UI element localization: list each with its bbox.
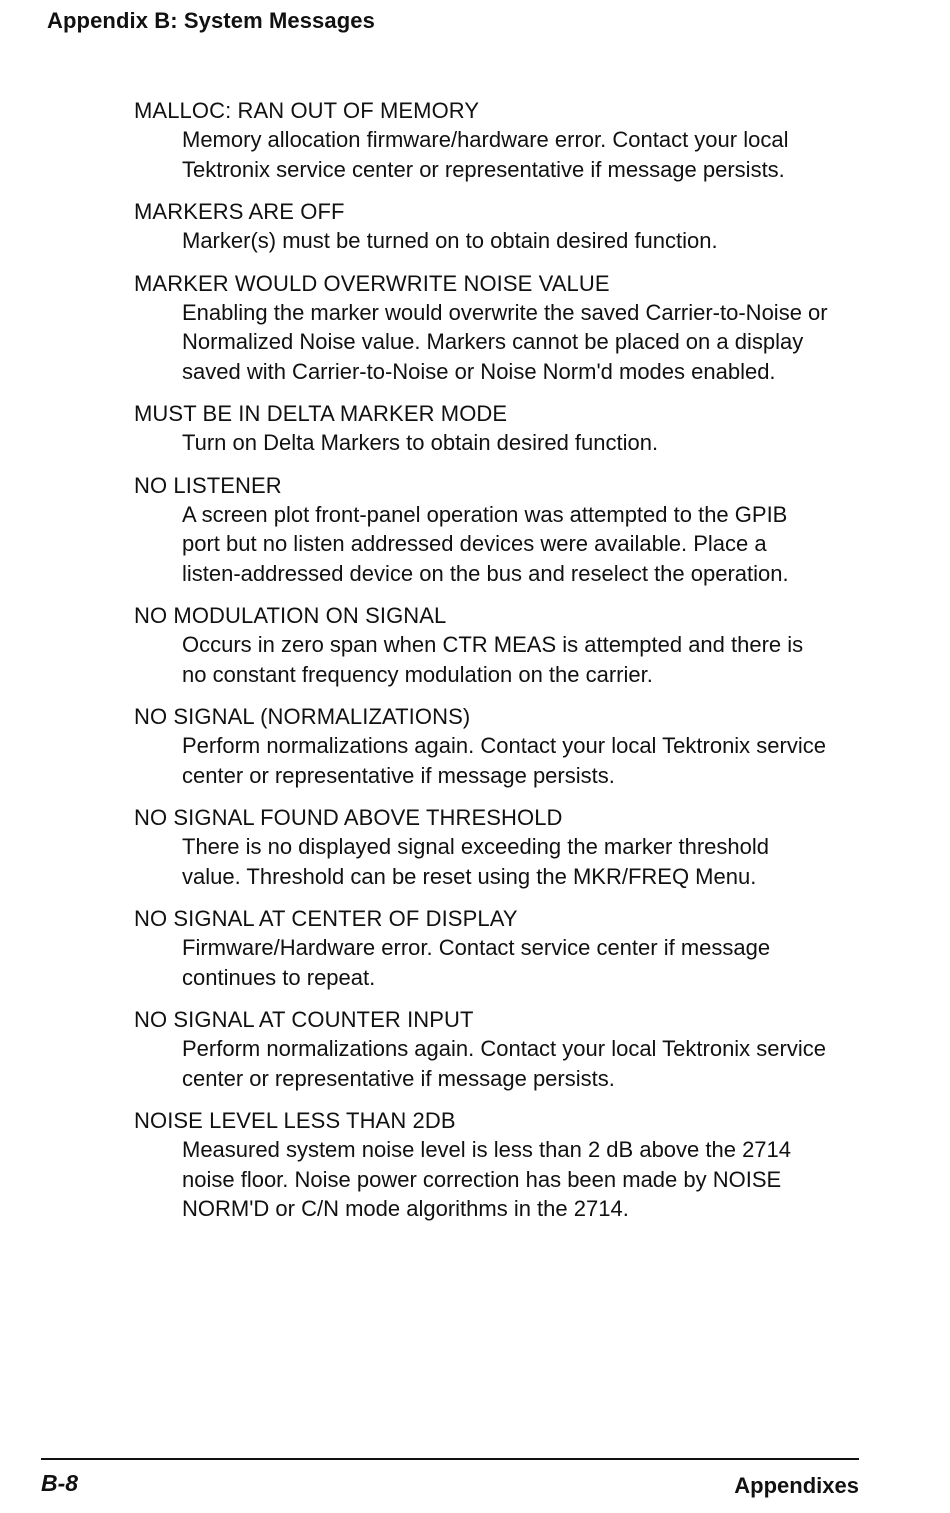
message-entry (134, 702, 874, 790)
message-description (182, 832, 874, 891)
message-entry (134, 803, 874, 891)
message-code: NO SIGNAL AT CENTER OF DISPLAY (134, 906, 518, 931)
message-entry (134, 1005, 874, 1093)
description-line: Firmware/Hardware error. Contact service center if message (182, 935, 771, 960)
message-description (182, 1135, 874, 1224)
description-line: continues to repeat. (182, 964, 376, 990)
description-line: value. Threshold can be reset using the MKR/FREQ Menu. (182, 863, 757, 889)
description-line: center or representative if message persists. (182, 1065, 615, 1091)
message-description (182, 500, 874, 589)
description-line: Memory allocation firmware/hardware error. Contact your local (182, 127, 789, 152)
description-line: no constant frequency modulation on the carrier. (182, 661, 653, 687)
message-entry (134, 399, 874, 458)
running-header: Appendix B: System Messages (47, 8, 375, 33)
description-line: center or representative if message persists. (182, 762, 615, 788)
description-line: Enabling the marker would overwrite the saved Carrier-to-Noise or (182, 299, 828, 325)
message-code: MALLOC: RAN OUT OF MEMORY (134, 98, 480, 123)
message-list (134, 96, 874, 1237)
message-description (182, 298, 874, 387)
description-line: Tektronix service center or representative if message persists. (182, 156, 785, 182)
message-description (182, 630, 874, 689)
message-code: NOISE LEVEL LESS THAN 2DB (134, 1108, 456, 1133)
message-code: NO SIGNAL AT COUNTER INPUT (134, 1007, 474, 1032)
description-line: noise floor. Noise power correction has been made by NOISE (182, 1166, 782, 1192)
message-entry (134, 904, 874, 992)
message-code: NO SIGNAL FOUND ABOVE THRESHOLD (134, 805, 563, 830)
description-line: Perform normalizations again. Contact your local Tektronix service (182, 1036, 826, 1061)
message-description (182, 125, 874, 184)
message-code: NO MODULATION ON SIGNAL (134, 603, 447, 628)
message-description (182, 428, 874, 458)
message-entry (134, 269, 874, 387)
description-line: Marker(s) must be turned on to obtain desired function. (182, 228, 718, 253)
message-entry (134, 471, 874, 589)
message-code: NO LISTENER (134, 472, 282, 498)
message-code: NO SIGNAL (NORMALIZATIONS) (134, 704, 471, 729)
description-line: There is no displayed signal exceeding the marker threshold (182, 834, 769, 859)
message-entry (134, 197, 874, 256)
message-code: MARKERS ARE OFF (134, 199, 345, 224)
description-line: NORM'D or C/N mode algorithms in the 2714. (182, 1196, 629, 1221)
message-code: MARKER WOULD OVERWRITE NOISE VALUE (134, 270, 610, 296)
message-entry (134, 1106, 874, 1224)
footer-section-title: Appendixes (734, 1473, 859, 1498)
description-line: saved with Carrier-to-Noise or Noise Norm'd modes enabled. (182, 358, 776, 384)
message-entry (134, 601, 874, 689)
description-line: port but no listen addressed devices were available. Place a (182, 531, 767, 556)
message-description (182, 1034, 874, 1093)
description-line: Turn on Delta Markers to obtain desired function. (182, 430, 659, 455)
message-description (182, 226, 874, 256)
description-line: Perform normalizations again. Contact your local Tektronix service (182, 733, 826, 758)
description-line: Occurs in zero span when CTR MEAS is attempted and there is (182, 632, 804, 657)
page-number: B-8 (41, 1470, 79, 1496)
footer-rule (41, 1458, 859, 1460)
message-description (182, 731, 874, 790)
description-line: A screen plot front-panel operation was attempted to the GPIB (182, 501, 788, 527)
description-line: Measured system noise level is less than 2 dB above the 2714 (182, 1137, 792, 1162)
message-entry (134, 96, 874, 184)
description-line: Normalized Noise value. Markers cannot be placed on a display (182, 329, 804, 354)
description-line: listen-addressed device on the bus and reselect the operation. (182, 560, 789, 586)
message-description (182, 933, 874, 992)
message-code: MUST BE IN DELTA MARKER MODE (134, 401, 508, 426)
